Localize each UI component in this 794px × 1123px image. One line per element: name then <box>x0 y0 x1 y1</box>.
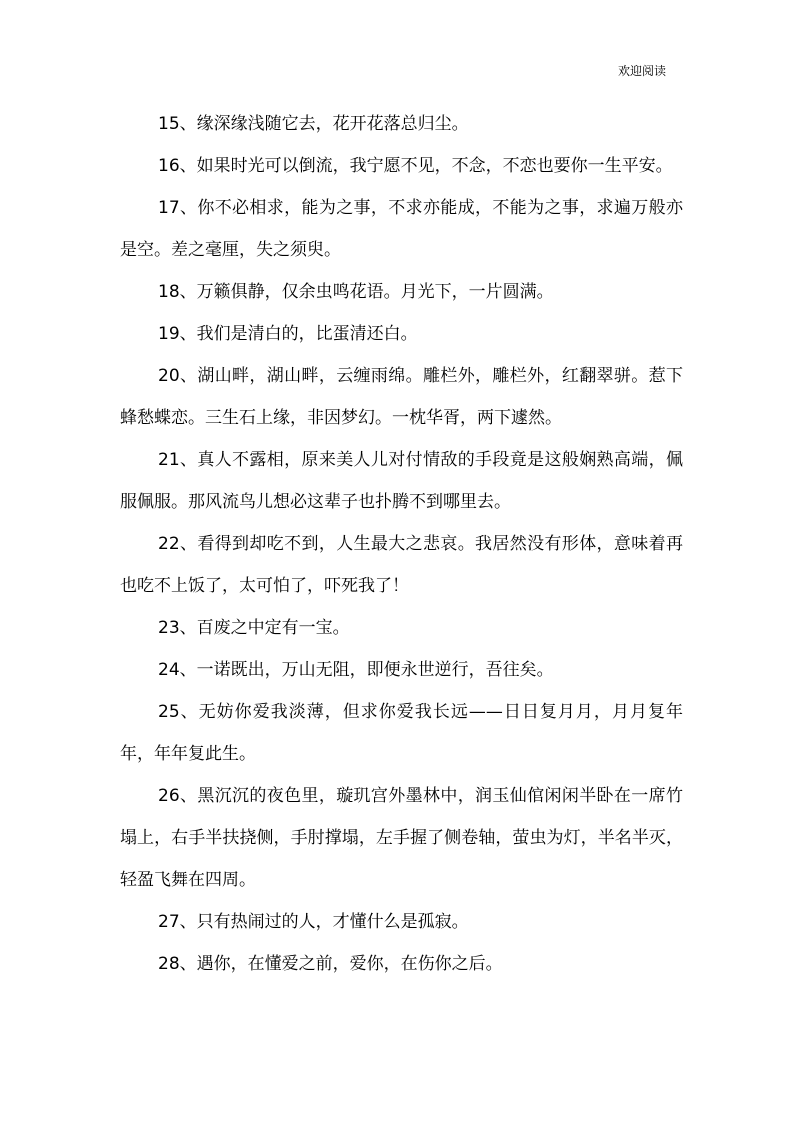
paragraph-27: 27、只有热闹过的人，才懂什么是孤寂。 <box>158 912 469 932</box>
paragraph-18: 18、万籁俱静，仅余虫鸣花语。月光下，一片圆满。 <box>158 282 554 302</box>
paragraph-26: 26、黑沉沉的夜色里，璇玑宫外墨林中，润玉仙倌闲闲半卧在一席竹塌上，右手半扶挠侧，手肘撑塌，左手握了侧卷轴，萤虫为灯，半名半灭，轻盈飞舞在四周。 <box>120 786 683 890</box>
paragraph-23: 23、百废之中定有一宝。 <box>158 618 350 638</box>
document-body <box>120 103 683 985</box>
paragraph-19: 19、我们是清白的，比蛋清还白。 <box>158 324 418 344</box>
paragraph-28: 28、遇你，在懂爱之前，爱你，在伤你之后。 <box>158 954 503 974</box>
paragraph-24: 24、一诺既出，万山无阻，即便永世逆行，吾往矣。 <box>158 660 554 680</box>
paragraph-15: 15、缘深缘浅随它去，花开花落总归尘。 <box>158 114 469 134</box>
paragraph-25: 25、无妨你爱我淡薄，但求你爱我长远——日日复月月，月月复年年，年年复此生。 <box>120 702 683 764</box>
page-header-text: 欢迎阅读 <box>617 64 666 78</box>
paragraph-22: 22、看得到却吃不到，人生最大之悲哀。我居然没有形体，意味着再也吃不上饭了，太可怕了，吓死我了！ <box>120 534 683 596</box>
paragraph-16: 16、如果时光可以倒流，我宁愿不见，不念，不恋也要你一生平安。 <box>158 156 673 176</box>
paragraph-21: 21、真人不露相，原来美人儿对付情敌的手段竟是这般娴熟高端，佩服佩服。那风流鸟儿想必这辈子也扑腾不到哪里去。 <box>120 450 683 512</box>
paragraph-20: 20、湖山畔，湖山畔，云缠雨绵。雕栏外，雕栏外，红翻翠骈。惹下蜂愁蝶恋。三生石上缘，非因梦幻。一枕华胥，两下遽然。 <box>120 366 683 428</box>
paragraph-17: 17、你不必相求，能为之事，不求亦能成，不能为之事，求遍万般亦是空。差之毫厘，失之须臾。 <box>120 198 683 260</box>
